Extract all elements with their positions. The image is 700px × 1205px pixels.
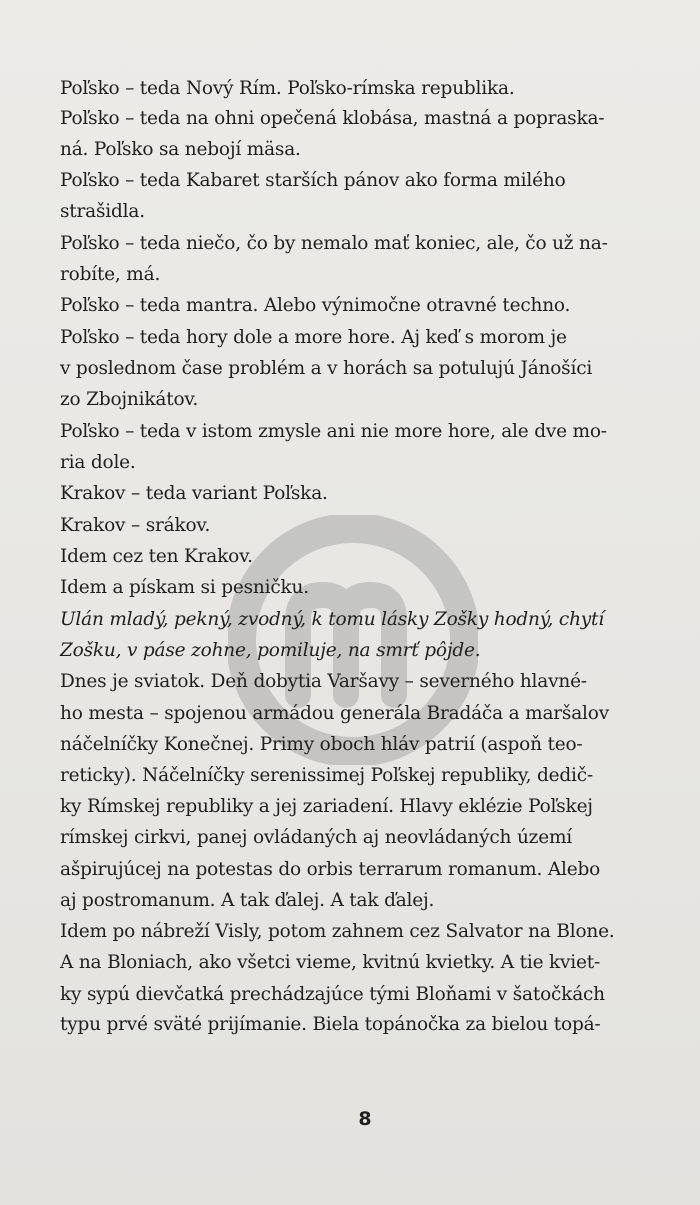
text-line: zo Zbojnikátov. bbox=[60, 389, 199, 410]
text-line: Poľsko – teda v istom zmysle ani nie more hore, ale dve mo- bbox=[60, 421, 607, 442]
text-line: Idem cez ten Krakov. bbox=[60, 546, 253, 567]
text-line: Poľsko – teda hory dole a more hore. Aj keď s morom je bbox=[60, 327, 567, 348]
text-line: Poľsko – teda mantra. Alebo výnimočne otravné techno. bbox=[60, 295, 571, 316]
text-line: Poľsko – teda Kabaret starších pánov ako forma milého bbox=[60, 170, 566, 191]
text-line: ky sypú dievčatká prechádzajúce tými Bloňami v šatočkách bbox=[60, 984, 605, 1005]
text-line: Poľsko – teda niečo, čo by nemalo mať koniec, ale, čo už na- bbox=[60, 233, 608, 254]
text-line: typu prvé sväté prijímanie. Biela topánočka za bielou topá- bbox=[60, 1014, 601, 1035]
text-line: aj postromanum. A tak ďalej. A tak ďalej. bbox=[60, 890, 435, 911]
text-line: ho mesta – spojenou armádou generála Bradáča a maršalov bbox=[60, 703, 609, 724]
text-line: Ulán mladý, pekný, zvodný, k tomu lásky Zošky hodný, chytí bbox=[60, 609, 604, 630]
text-line: ašpirujúcej na potestas do orbis terrarum romanum. Alebo bbox=[60, 859, 601, 880]
text-line: Krakov – teda variant Poľska. bbox=[60, 483, 328, 504]
text-line: reticky). Náčelníčky serenissimej Poľskej republiky, dedič- bbox=[60, 765, 593, 786]
text-line: Idem a pískam si pesničku. bbox=[60, 577, 309, 598]
text-line: Idem po nábreží Visly, potom zahnem cez Salvator na Blone. bbox=[60, 921, 615, 942]
text-line: ná. Poľsko sa nebojí mäsa. bbox=[60, 139, 301, 160]
text-line: ky Rímskej republiky a jej zariadení. Hlavy eklézie Poľskej bbox=[60, 796, 593, 817]
text-line: strašidla. bbox=[60, 201, 145, 222]
text-line: náčelníčky Konečnej. Primy oboch hláv patrií (aspoň teo- bbox=[60, 734, 583, 755]
text-line: Poľsko – teda na ohni opečená klobása, mastná a popraska- bbox=[60, 108, 605, 129]
text-line: Zošku, v páse zohne, pomiluje, na smrť pôjde. bbox=[60, 640, 481, 661]
text-line: A na Bloniach, ako všetci vieme, kvitnú kvietky. A tie kviet- bbox=[60, 952, 601, 973]
page-number: 8 bbox=[358, 1108, 372, 1130]
text-line: Dnes je sviatok. Deň dobytia Varšavy – severného hlavné- bbox=[60, 671, 587, 692]
text-line: Poľsko – teda Nový Rím. Poľsko-rímska republika. bbox=[60, 78, 515, 99]
text-line: ria dole. bbox=[60, 452, 136, 473]
text-line: v poslednom čase problém a v horách sa potulujú Jánošíci bbox=[60, 358, 593, 379]
text-line: robíte, má. bbox=[60, 264, 161, 285]
text-line: Krakov – srákov. bbox=[60, 515, 211, 536]
text-line: rímskej cirkvi, panej ovládaných aj neovládaných území bbox=[60, 827, 573, 848]
